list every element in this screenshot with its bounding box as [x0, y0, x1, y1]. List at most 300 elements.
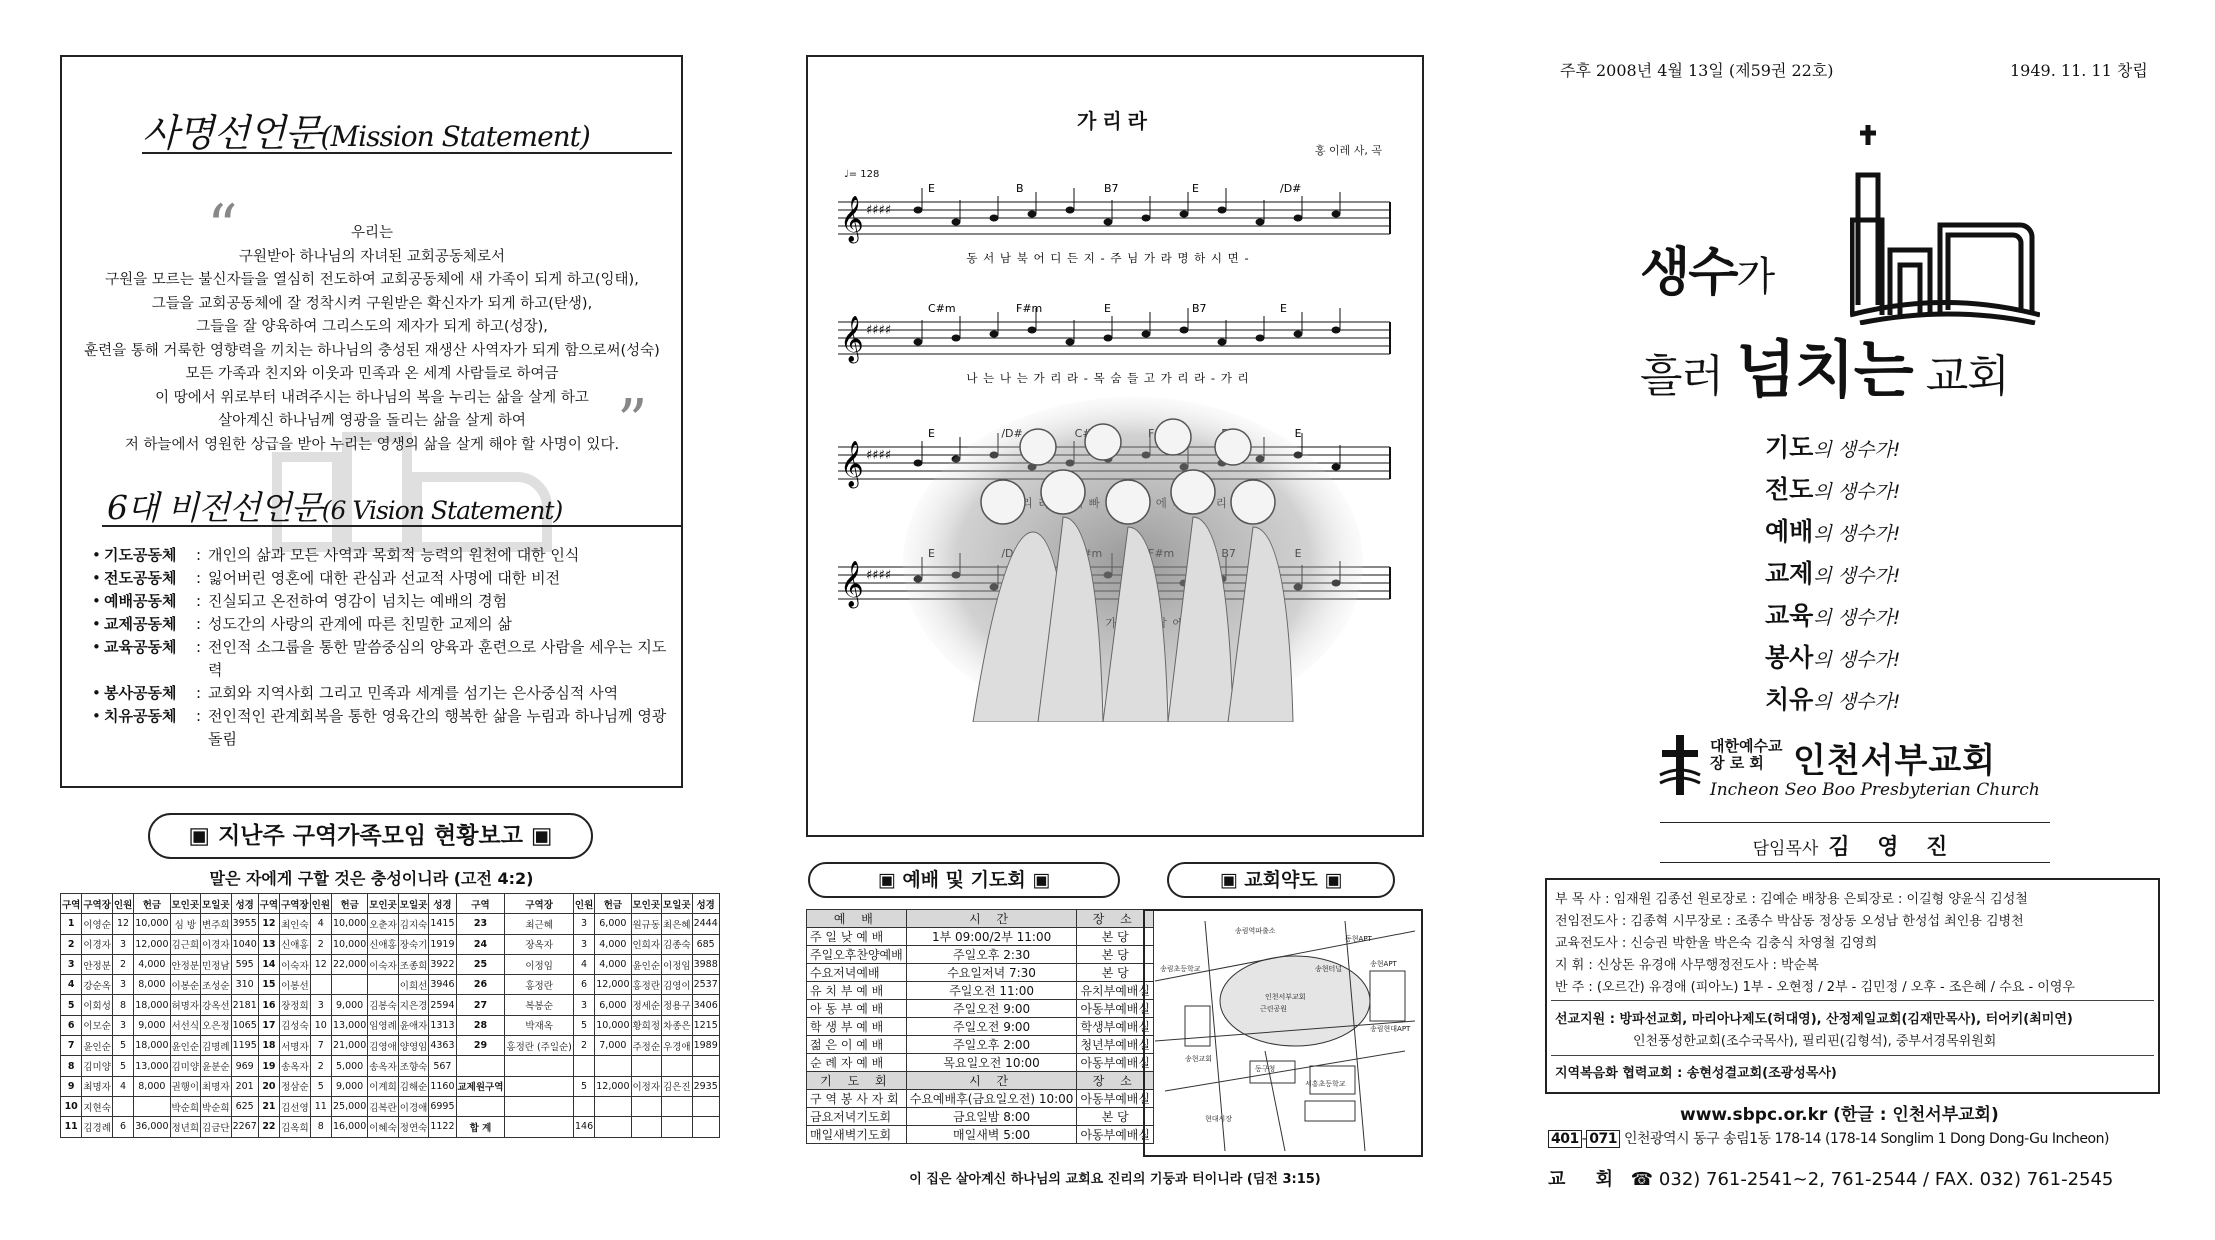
map-label: 근린공원: [1260, 1005, 1288, 1013]
table-cell: [505, 1076, 574, 1096]
table-cell: 15: [258, 975, 279, 995]
table-cell: 2: [310, 1056, 331, 1076]
map-label: 동구청: [1255, 1065, 1276, 1073]
table-cell: 5: [112, 1036, 133, 1056]
table-cell: [692, 1117, 719, 1137]
table-cell: 2: [112, 954, 133, 974]
table-cell: 18,000: [134, 1036, 170, 1056]
table-row: [807, 1090, 1154, 1108]
table-cell: 11: [61, 1117, 82, 1137]
report-banner: ▣ 지난주 구역가족모임 현황보고 ▣: [148, 813, 593, 859]
church-name: 인천서부교회: [1793, 741, 1997, 781]
note-head: [952, 219, 961, 226]
table-cell: 이숙자: [280, 954, 311, 974]
separator: :: [196, 592, 202, 610]
note-head: [1218, 339, 1227, 346]
prayer-line: [1765, 470, 1900, 512]
column-header: 모인곳: [368, 894, 399, 914]
table-cell: 12,000: [134, 934, 170, 954]
table-cell: 13,000: [134, 1056, 170, 1076]
table-cell: 아동부예배실: [1077, 1054, 1154, 1072]
table-cell: 윤인순: [82, 1036, 113, 1056]
table-cell: 지은경: [398, 995, 429, 1015]
table-cell: 2: [61, 934, 82, 954]
table-row: [61, 1096, 720, 1116]
table-cell: [456, 1056, 505, 1076]
vision-item: [92, 636, 677, 682]
verse-footer: 이 집은 살아계신 하나님의 교회요 진리의 기둥과 터이니라 (딤전 3:15): [909, 1172, 1321, 1187]
table-cell: 28: [456, 1015, 505, 1035]
table-cell: 146: [573, 1117, 594, 1137]
table-cell: 신애홍: [280, 934, 311, 954]
prayer-suffix: 의 생수가!: [1813, 565, 1901, 587]
table-cell: 이경자: [201, 934, 232, 954]
table-cell: 조종희: [398, 954, 429, 974]
treble-clef-icon: 𝄞: [840, 316, 864, 362]
table-cell: 강순옥: [82, 975, 113, 995]
bullet-icon: •: [92, 684, 101, 702]
prayer-suffix: 의 생수가!: [1813, 649, 1901, 671]
note-head: [1332, 211, 1341, 218]
table-cell: 김지숙: [398, 914, 429, 934]
singers-photo: [903, 392, 1363, 722]
table-cell: 서선식: [170, 1015, 201, 1035]
table-cell: 주일오전 9:00: [906, 1000, 1077, 1018]
table-cell: 김미양: [82, 1056, 113, 1076]
table-cell: 2444: [692, 914, 719, 934]
prayer-topic: 교육: [1765, 601, 1814, 630]
prayer-line: [1765, 596, 1900, 638]
table-cell: 주일오후 2:30: [906, 946, 1077, 964]
table-cell: 허명자: [170, 995, 201, 1015]
mission-line: 훈련을 통해 거룩한 영향력을 끼치는 하나님의 충성된 재생산 사역자가 되게 함으로써(성숙): [84, 342, 660, 359]
table-cell: 수요예배후(금요일오전) 10:00: [906, 1090, 1077, 1108]
table-cell: 1: [61, 914, 82, 934]
church-map: [1143, 909, 1423, 1157]
table-cell: [134, 1096, 170, 1116]
vision-item: [92, 705, 677, 751]
key-signature: ♯♯♯♯: [866, 203, 892, 218]
table-cell: 김성숙: [280, 1015, 311, 1035]
table-cell: 22,000: [332, 954, 368, 974]
table-row: [807, 1054, 1154, 1072]
table-cell: 4: [573, 954, 594, 974]
mission-line: 구원받아 하나님의 자녀된 교회공동체로서: [239, 248, 505, 265]
table-cell: [456, 1096, 505, 1116]
table-cell: 윤애자: [398, 1015, 429, 1035]
column-header: 모인곳: [170, 894, 201, 914]
table-cell: 5: [573, 1015, 594, 1035]
table-cell: 송옥자: [368, 1056, 399, 1076]
table-cell: 2181: [231, 995, 258, 1015]
table-cell: 625: [231, 1096, 258, 1116]
song-title: 가리라: [1077, 109, 1153, 133]
table-cell: [692, 1056, 719, 1076]
table-cell: 매일새벽 5:00: [906, 1126, 1077, 1144]
chord-symbol: /D#: [1280, 182, 1302, 195]
lyric-line: 나 는 나 는 가 리 라 - 목 숨 들 고 가 리 라 - 가 리: [966, 371, 1250, 385]
table-cell: 3: [573, 995, 594, 1015]
divider: [1660, 862, 2050, 863]
table-cell: 6: [573, 975, 594, 995]
prayer-line: [1765, 512, 1900, 554]
table-cell: 김은진: [662, 1076, 693, 1096]
denomination: 대한예수교 장 로 회: [1710, 737, 1783, 772]
table-cell: 7: [61, 1036, 82, 1056]
table-cell: 5: [310, 1076, 331, 1096]
table-cell: 3988: [692, 954, 719, 974]
table-cell: 이경애: [398, 1096, 429, 1116]
table-header-row: [807, 910, 1154, 928]
church-building-icon: [1850, 105, 2040, 325]
table-cell: 20: [258, 1076, 279, 1096]
table-cell: 17: [258, 1015, 279, 1035]
table-cell: 이영순: [82, 914, 113, 934]
prayer-suffix: 의 생수가!: [1813, 481, 1901, 503]
table-cell: 이정자: [631, 1076, 662, 1096]
table-cell: 24: [456, 934, 505, 954]
table-cell: 이봉선: [280, 975, 311, 995]
column-header: 인원: [573, 894, 594, 914]
table-cell: [662, 1056, 693, 1076]
note-head: [1142, 215, 1151, 222]
table-cell: 우경애: [662, 1036, 693, 1056]
table-cell: [505, 1056, 574, 1076]
staff-row: 인천풍성한교회(조수국목사), 필리핀(김형석), 중부서경목위원회: [1633, 1034, 1997, 1049]
prayer-topic: 교제: [1765, 559, 1814, 588]
table-cell: 7: [310, 1036, 331, 1056]
table-cell: 조성순: [201, 975, 232, 995]
table-header-row: [807, 1072, 1154, 1090]
chord-symbol: E: [928, 182, 935, 195]
table-cell: 이모순: [82, 1015, 113, 1035]
column-header: 모일곳: [662, 894, 693, 914]
report-subtitle: 말은 자에게 구할 것은 충성이니라 (고전 4:2): [209, 869, 534, 888]
bullet-icon: •: [92, 546, 101, 564]
column-header: 성경: [231, 894, 258, 914]
bullet-icon: •: [92, 569, 101, 587]
note-head: [914, 207, 923, 214]
table-cell: 29: [456, 1036, 505, 1056]
table-cell: 민정남: [201, 954, 232, 974]
table-cell: 10,000: [595, 1015, 631, 1035]
table-cell: 595: [231, 954, 258, 974]
column-header: 구역장: [280, 894, 311, 914]
note-head: [1218, 207, 1227, 214]
vision-name: 교제공동체: [104, 615, 177, 633]
table-cell: 3: [310, 995, 331, 1015]
worship-schedule-table: [806, 909, 1154, 1144]
table-cell: 8: [112, 995, 133, 1015]
table-cell: 25: [456, 954, 505, 974]
table-cell: 주일오후찬양예배: [807, 946, 907, 964]
table-cell: 복봉순: [505, 995, 574, 1015]
table-cell: 순 례 자 예 배: [807, 1054, 907, 1072]
map-drawing: [1145, 911, 1421, 1155]
table-cell: 김선영: [280, 1096, 311, 1116]
table-cell: 교제원구역: [456, 1076, 505, 1096]
table-cell: 아 동 부 예 배: [807, 1000, 907, 1018]
table-cell: 4,000: [134, 954, 170, 974]
prayer-line: [1765, 554, 1900, 596]
prayer-list: [1765, 428, 1900, 722]
table-row: [807, 1000, 1154, 1018]
table-cell: 지현숙: [82, 1096, 113, 1116]
table-cell: 본 당: [1077, 964, 1154, 982]
table-cell: 서명자: [280, 1036, 311, 1056]
table-cell: 3: [61, 954, 82, 974]
vision-item: [92, 590, 677, 613]
table-cell: 주일오전 9:00: [906, 1018, 1077, 1036]
column-header: 시 간: [906, 1072, 1077, 1090]
table-cell: 2537: [692, 975, 719, 995]
chord-symbol: B: [1016, 182, 1024, 195]
table-cell: 정년희: [170, 1117, 201, 1137]
staff-row: 지역복음화 협력교회 : 송현성결교회(조광성목사): [1555, 1066, 1837, 1081]
table-cell: 권행이: [170, 1076, 201, 1096]
staff-row: 부 목 사 : 임재원 김종선 원로장로 : 김예순 배창용 은퇴장로 : 이길형 양윤식 김성철: [1555, 892, 2028, 907]
table-cell: 6995: [429, 1096, 456, 1116]
staff-row: 교육전도사 : 신승권 박한울 박은숙 김충식 차영철 김영희: [1555, 936, 1878, 951]
table-cell: 이희선: [398, 975, 429, 995]
column-header: 인원: [112, 894, 133, 914]
separator: :: [196, 546, 202, 564]
table-cell: 차종은: [662, 1015, 693, 1035]
table-row: [807, 1036, 1154, 1054]
table-cell: 목요일오전 10:00: [906, 1054, 1077, 1072]
table-cell: 201: [231, 1076, 258, 1096]
note-head: [1142, 331, 1151, 338]
table-cell: 12: [258, 914, 279, 934]
table-cell: [631, 1117, 662, 1137]
table-cell: 6,000: [595, 995, 631, 1015]
vision-name: 전도공동체: [104, 569, 177, 587]
note-head: [1256, 335, 1265, 342]
table-cell: 1065: [231, 1015, 258, 1035]
note-head: [1294, 331, 1303, 338]
table-cell: 2: [573, 1036, 594, 1056]
bullet-icon: •: [92, 615, 101, 633]
vision-desc: 잃어버린 영혼에 대한 관심과 선교적 사명에 대한 비전: [208, 569, 561, 587]
song-composer: 홍 이레 사, 곡: [1314, 144, 1382, 157]
prayer-topic: 치유: [1765, 685, 1814, 714]
chord-symbol: E: [1294, 427, 1302, 440]
table-row: [807, 1018, 1154, 1036]
column-header: 기 도 회: [807, 1072, 907, 1090]
table-cell: 6: [112, 1117, 133, 1137]
table-cell: 이계희: [368, 1076, 399, 1096]
table-cell: 3: [112, 1015, 133, 1035]
table-cell: 젊 은 이 예 배: [807, 1036, 907, 1054]
prayer-line: [1765, 638, 1900, 680]
vision-desc: 전인적 소그룹을 통한 말씀중심의 양육과 훈련으로 사람을 세우는 지도력: [208, 638, 667, 679]
table-row: [61, 914, 720, 934]
table-cell: 유 치 부 예 배: [807, 982, 907, 1000]
table-cell: 이회성: [82, 995, 113, 1015]
table-cell: [662, 1117, 693, 1137]
vision-name: 예배공동체: [104, 592, 177, 610]
column-header: 장 소: [1077, 1072, 1154, 1090]
table-cell: 3406: [692, 995, 719, 1015]
staff-row: 전임전도사 : 김종혁 시무장로 : 조종수 박삼동 정상동 오성남 한성섭 최인용 김병천: [1555, 914, 2024, 929]
separator: :: [196, 638, 202, 656]
table-cell: 22: [258, 1117, 279, 1137]
zip-code: 401: [1548, 1130, 1582, 1148]
table-cell: 최은혜: [662, 914, 693, 934]
table-cell: 구 역 봉 사 자 회: [807, 1090, 907, 1108]
table-cell: 안정분: [170, 954, 201, 974]
table-cell: 8,000: [134, 975, 170, 995]
church-name-en: Incheon Seo Boo Presbyterian Church: [1710, 780, 2040, 800]
table-cell: 8: [61, 1056, 82, 1076]
website-link[interactable]: www.sbpc.or.kr (한글 : 인천서부교회): [1680, 1105, 1999, 1125]
table-cell: 김명례: [201, 1036, 232, 1056]
table-cell: 21: [258, 1096, 279, 1116]
table-row: [61, 975, 720, 995]
note-head: [1028, 211, 1037, 218]
table-cell: [573, 1056, 594, 1076]
column-header: 헌금: [134, 894, 170, 914]
column-header: 모일곳: [201, 894, 232, 914]
senior-pastor: 담임목사 김 영 진: [1752, 835, 1958, 860]
table-header-row: [61, 894, 720, 914]
table-cell: 9,000: [332, 995, 368, 1015]
table-row: [807, 982, 1154, 1000]
table-cell: 학 생 부 예 배: [807, 1018, 907, 1036]
table-cell: 박재옥: [505, 1015, 574, 1035]
table-cell: 9,000: [134, 1015, 170, 1035]
column-header: 구역: [61, 894, 82, 914]
table-cell: 최근혜: [505, 914, 574, 934]
column-header: 모일곳: [398, 894, 429, 914]
table-cell: 23: [456, 914, 505, 934]
table-cell: 36,000: [134, 1117, 170, 1137]
table-row: [61, 1015, 720, 1035]
vision-name: 봉사공동체: [104, 684, 177, 702]
table-cell: 2267: [231, 1117, 258, 1137]
table-cell: 5: [61, 995, 82, 1015]
table-cell: 12: [112, 914, 133, 934]
mission-line: 저 하늘에서 영원한 상급을 받아 누리는 영생의 삶을 살게 해야 할 사명이 있다.: [124, 436, 620, 453]
table-cell: 1919: [429, 934, 456, 954]
table-cell: [368, 975, 399, 995]
treble-clef-icon: 𝄞: [840, 561, 864, 607]
mission-line: 그들을 잘 양육하여 그리스도의 제자가 되게 하고(성장),: [196, 319, 548, 335]
separator: :: [196, 615, 202, 633]
table-cell: 8: [310, 1117, 331, 1137]
table-cell: 정용구: [662, 995, 693, 1015]
column-header: 인원: [310, 894, 331, 914]
divider: [1660, 822, 2050, 823]
table-cell: 16,000: [332, 1117, 368, 1137]
column-header: 구역: [456, 894, 505, 914]
mission-statement-box: [60, 55, 683, 788]
table-cell: 김해순: [398, 1076, 429, 1096]
chord-symbol: E: [1104, 302, 1111, 315]
divider: [142, 152, 672, 154]
table-cell: [595, 1096, 631, 1116]
table-cell: 4: [310, 914, 331, 934]
table-cell: 21,000: [332, 1036, 368, 1056]
map-label: 인천서부교회: [1265, 993, 1306, 1001]
table-cell: 25,000: [332, 1096, 368, 1116]
table-row: [61, 954, 720, 974]
staff-box: [1545, 878, 2160, 1094]
table-cell: 1122: [429, 1117, 456, 1137]
table-cell: 정연숙: [398, 1117, 429, 1137]
prayer-topic: 봉사: [1765, 643, 1814, 672]
table-cell: 양영임: [398, 1036, 429, 1056]
column-header: 구역장: [82, 894, 113, 914]
map-label: 송림초등학교: [1160, 965, 1201, 973]
table-cell: 1195: [231, 1036, 258, 1056]
note-head: [1028, 327, 1037, 334]
district-report-table: [60, 893, 720, 1138]
table-cell: 969: [231, 1056, 258, 1076]
table-cell: 최명자: [82, 1076, 113, 1096]
table-cell: 3: [573, 934, 594, 954]
table-row: [807, 946, 1154, 964]
column-header: 성경: [429, 894, 456, 914]
vision-desc: 진실되고 온전하여 영감이 넘치는 예배의 경험: [208, 592, 508, 610]
note-head: [1332, 327, 1341, 334]
bullet-icon: •: [92, 592, 101, 610]
table-cell: 본 당: [1077, 946, 1154, 964]
table-cell: 김금단: [201, 1117, 232, 1137]
key-signature: ♯♯♯♯: [866, 568, 892, 583]
table-cell: 13: [258, 934, 279, 954]
prayer-line: [1765, 428, 1900, 470]
table-cell: 12: [310, 954, 331, 974]
column-header: 구역: [258, 894, 279, 914]
chord-symbol: F#m: [1016, 302, 1043, 315]
table-cell: 윤인순: [631, 954, 662, 974]
table-cell: 윤분순: [201, 1056, 232, 1076]
mission-line: 우리는: [350, 225, 394, 241]
mission-line: 이 땅에서 위로부터 내려주시는 하나님의 복을 누리는 삶을 살게 하고: [155, 389, 589, 406]
table-cell: 수요일저녁 7:30: [906, 964, 1077, 982]
prayer-suffix: 의 생수가!: [1813, 607, 1901, 629]
table-cell: 매일새벽기도회: [807, 1126, 907, 1144]
song-tempo: ♩= 128: [844, 169, 880, 180]
table-row: [61, 1076, 720, 1096]
table-cell: 주일오후 2:00: [906, 1036, 1077, 1054]
open-quote-icon: “: [207, 192, 238, 262]
table-cell: 이정임: [505, 954, 574, 974]
zip-code: 071: [1586, 1130, 1620, 1148]
table-cell: 567: [429, 1056, 456, 1076]
table-cell: 김근희: [170, 934, 201, 954]
table-cell: 청년부예배실: [1077, 1036, 1154, 1054]
treble-clef-icon: 𝄞: [840, 196, 864, 242]
vision-name: 치유공동체: [104, 707, 177, 725]
separator: :: [196, 569, 202, 587]
table-cell: 아동부예배실: [1077, 1000, 1154, 1018]
map-label: 서흥초등학교: [1305, 1080, 1346, 1088]
table-cell: 주정순: [631, 1036, 662, 1056]
table-row: [807, 964, 1154, 982]
table-cell: 14: [258, 954, 279, 974]
table-cell: 26: [456, 975, 505, 995]
church-logo-icon: [1658, 735, 1703, 795]
table-cell: 홍정란: [505, 975, 574, 995]
vision-desc: 성도간의 사랑의 관계에 따른 친밀한 교제의 삶: [208, 615, 512, 633]
table-cell: 5,000: [332, 1056, 368, 1076]
table-cell: 인희자: [631, 934, 662, 954]
table-cell: 3: [112, 975, 133, 995]
table-cell: 3922: [429, 954, 456, 974]
map-label: 송림현대APT: [1370, 1025, 1411, 1033]
